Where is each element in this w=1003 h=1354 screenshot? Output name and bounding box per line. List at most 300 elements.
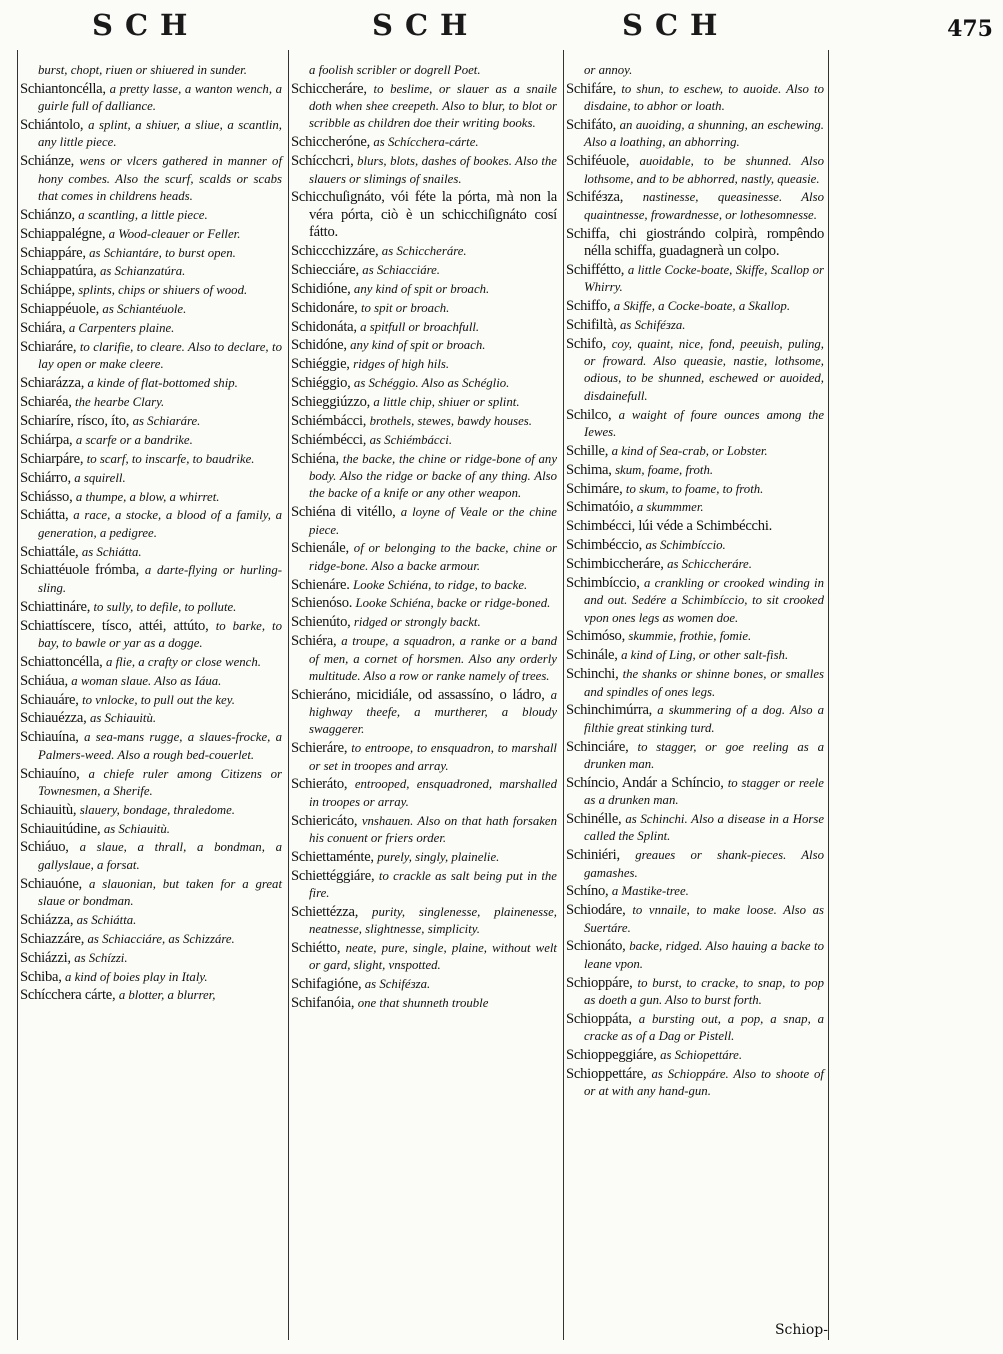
entry-definition: as Schiféзza. [364,977,431,992]
entry-headword: Schinchi, [566,666,623,683]
entry-headword: Schicchuſignáto, vói féte la pórta, mà non la véra pórta, ciò è un schicchiſignáto cosí fátto. [291,189,557,241]
dictionary-entry [291,153,557,188]
entry-definition: purely, singly, plainelie. [377,849,500,864]
entry-headword: Schícchera cárte, [20,987,119,1004]
entry-headword: Schiémbécci, [291,431,370,448]
entry-headword: Schiecciáre, [291,261,363,278]
entry-definition: as Schiauitù. [89,711,157,726]
entry-definition: the shanks or shinne bones, or smalles and spindles of ones legs. [584,667,824,699]
dictionary-entry [291,904,557,939]
entry-headword: Schiéra, [291,633,342,650]
entry-definition: to crackle as salt being put in the fire. [309,868,557,900]
dictionary-entry [20,618,282,653]
entry-definition: a highway theefe, a murtherer, a bloudy swaggerer. [309,687,557,737]
dictionary-entry [566,938,824,973]
dictionary-entry [566,811,824,846]
dictionary-entry [291,687,557,739]
dictionary-entry [566,81,824,116]
entry-headword: Schiántolo, [20,117,89,134]
entry-definition: a darte-flying or hurling-sling. [38,563,282,595]
dictionary-entry [291,356,557,373]
entry-definition: a slaue, a thrall, a bondman, a gallyslaue, a forsat. [38,840,282,872]
dictionary-entry [566,117,824,152]
dictionary-entry [566,499,824,516]
dictionary-entry [566,298,824,315]
entry-definition: a bursting out, a pop, a snap, a cracke as of a Dag or Pistell. [584,1011,824,1044]
dictionary-entry [291,134,557,151]
dictionary-entry [20,117,282,152]
entry-headword: Schiarázza, [20,375,88,392]
dictionary-entry [566,883,824,900]
entry-definition: vnshauen. Also on that hath forsaken his conuent or friers order. [309,813,557,845]
entry-definition: as Schiantéuole. [102,302,187,317]
entry-headword: Schiféзza, [566,189,643,206]
entry-headword: Schille, [566,442,612,459]
dictionary-entry [20,207,282,224]
dictionary-entry [20,470,282,487]
entry-headword: Schiettézza, [291,903,373,920]
entry-headword: Schiattéuole frómba, [20,562,145,579]
dictionary-entry [291,262,557,279]
dictionary-entry [566,537,824,554]
dictionary-entry [566,975,824,1010]
entry-definition: a pretty lasse, a wanton wench, a guirle full of dalliance. [38,81,282,114]
entry-headword: Schiáppe, [20,282,79,299]
dictionary-entry [291,813,557,848]
dictionary-entry [566,847,824,882]
entry-definition: as Schéggio. Also as Schéglio. [353,376,510,391]
entry-headword: Schiéna, [291,450,343,467]
entry-headword: Schiantoncéllа, [20,80,110,97]
dictionary-entry [566,262,824,297]
entry-definition: to sully, to defile, to pollute. [93,599,237,614]
entry-definition: a race, a stocke, a blood of a family, a generation, a pedigree. [38,508,282,540]
dictionary-entry [566,647,824,664]
running-head-middle: SCH [372,8,480,42]
entry-definition: a sea-mans rugge, a slaues-frocke, a Palmers-weed. Also a rough bed-couerlet. [38,730,282,762]
entry-headword: Schiauitù, [20,801,80,818]
entry-definition: a skummering of a dog. Also a filthie great stinking turd. [584,703,824,735]
entry-definition: a Wood-cleauer or Feller. [108,226,241,241]
entry-definition: auoidable, to be shunned. Also lothsome, and to be abhorred, nastly, queasie. [584,154,824,186]
entry-definition: to entroope, to ensquadron, to marshall or set in troopes and array. [309,741,557,773]
dictionary-entry [566,462,824,479]
entry-definition: a skummmer. [636,500,704,515]
dictionary-entry [20,710,282,727]
entry-definition: the hearbe Clary. [75,395,165,410]
entry-headword: Schiátta, [20,507,74,524]
dictionary-entry [20,821,282,838]
entry-definition: a slauonian, but taken for a great slaue or bondman. [38,876,282,908]
dictionary-entry [566,317,824,334]
entry-definition: as Schiccheráre. [381,243,467,258]
entry-definition: as Schiémbácci. [369,432,453,447]
dictionary-entry [20,226,282,243]
dictionary-entry [291,451,557,503]
entry-definition: as Schiacciáre. [362,262,441,277]
entry-headword: Schienále, [291,540,354,557]
dictionary-entry [291,540,557,575]
entry-headword: Schiericáto, [291,812,362,829]
entry-headword: Schiniéri, [566,847,636,864]
dictionary-entry [291,995,557,1012]
entry-headword: Schiccheráre, [291,80,374,97]
entry-definition: or annoy. [584,63,633,77]
entry-headword: Schíno, [566,883,612,900]
entry-headword: Schimbécci, lúi véde a Schimbécchi. [566,518,773,535]
entry-headword: Schima, [566,461,616,478]
entry-headword: Schíncio, Andár a Schíncio, [566,774,728,791]
column-rule [563,50,564,1340]
entry-headword: Schioppáta, [566,1010,639,1027]
entry-headword: Schidonáre, [291,299,361,316]
entry-definition: splints, chips or shiuers of wood. [78,283,248,298]
entry-headword: Schiéna di vitéllo, [291,504,401,521]
dictionary-entry [566,443,824,460]
entry-definition: any kind of spit or broach. [350,338,486,353]
dictionary-entry [566,1047,824,1064]
entry-definition: as Schioppáre. Also to shoote of or at with any hand-gun. [584,1066,824,1099]
dictionary-entry [20,153,282,205]
dictionary-entry [20,394,282,411]
entry-definition: a Skiffe, a Cocke-boate, a Skallop. [613,299,791,314]
dictionary-entry [291,633,557,685]
entry-definition: ridged or strongly backt. [353,615,481,630]
entry-headword: Schiattíscere, tísco, attéi, attúto, [20,617,216,634]
entry-definition: a squirell. [74,470,126,485]
entry-definition: a troupe, a squadron, a ranke or a band of men, a cornet of horsmen. Also any orderly multitude. Also a row or ranke namely of trees. [309,634,557,683]
dictionary-entry [566,153,824,188]
entry-definition: as Schiátta. [76,912,137,927]
dictionary-entry [566,702,824,737]
entry-definition: as Schiopettáre. [660,1048,743,1063]
entry-headword: Schiappalégne, [20,225,109,242]
entry-headword: Schiauína, [20,729,85,746]
entry-definition: purity, singlenesse, plainenesse, neatnesse, slightnesse, simplicity. [309,904,557,937]
entry-headword: Schiattoncélla, [20,653,106,670]
dictionary-entry [566,1011,824,1046]
dictionary-entry [566,189,824,224]
dictionary-entry [566,556,824,573]
entry-definition: Looke Schiéna, to ridge, to backe. [353,577,528,592]
entry-definition: a flie, a crafty or close wench. [105,654,261,669]
entry-definition: as Schiacciáre, as Schizzáre. [87,931,235,946]
dictionary-entry [20,692,282,709]
entry-definition: coy, quaint, nice, fond, peeuish, puling, or froward. Also queasie, nastie, lothsome, odious, to be shunned, eschewed or auoided, disdainefull. [584,336,824,403]
entry-headword: Schiazzáre, [20,930,88,947]
dictionary-entry [291,337,557,354]
entry-definition: to shun, to eschew, to auoide. Also to disdaine, to abhor or loath. [584,81,824,114]
entry-headword: Schiodáre, [566,902,633,919]
entry-definition: a kind of boies play in Italy. [65,969,208,984]
entry-headword: Schienúto, [291,614,354,631]
entry-definition: skummie, frothie, fomie. [628,629,752,644]
entry-definition: a kinde of flat-bottomed ship. [87,376,238,391]
running-head-right: SCH [622,8,730,42]
entry-headword: Schiéggio, [291,375,354,392]
entry-headword: Schiára, [20,320,69,337]
entry-headword: Schiappatúra, [20,263,100,280]
entry-headword: Schinále, [566,647,622,664]
entry-definition: the backe, the chine or ridge-bone of any body. Also the ridge or backe of any thing. Also the backe of a knife or any other weapon. [309,451,557,501]
entry-headword: Schiáuo, [20,839,80,856]
entry-headword: Schiánze, [20,153,80,170]
dictionary-entry [291,976,557,993]
dictionary-entry [291,595,557,612]
entry-definition: a little Cocke-boate, Skiffe, Scallop or Whirry. [584,262,824,295]
entry-headword: Schiaríre, rísco, íto, [20,412,133,429]
entry-headword: Schiffo, [566,298,614,315]
entry-definition: a waight of foure ounces among the Iewes. [584,407,824,439]
entry-definition: burst, chopt, riuen or shiuered in sunder. [38,63,247,77]
dictionary-entry [291,432,557,449]
dictionary-entry [20,451,282,468]
entry-headword: Schidonáta, [291,318,361,335]
dictionary-entry [566,62,824,79]
dictionary-entry [20,245,282,262]
dictionary-entry [291,740,557,775]
entry-definition: as Schiátta. [81,544,142,559]
entry-definition: a splint, a shiuer, a sliue, a scantlin, any little piece. [38,118,282,150]
dictionary-entry [291,868,557,903]
entry-definition: a kind of Sea-crab, or Lobster. [611,443,768,458]
entry-definition: as Schiféзza. [620,317,686,332]
entry-definition: as Schícchera-cárte. [373,135,479,150]
entry-definition: as Schiauitù. [103,821,170,836]
entry-definition: a scantling, a little piece. [78,207,208,222]
page-number: 475 [947,16,993,42]
dictionary-entry [566,739,824,774]
entry-headword: Schiccchizzáre, [291,242,382,259]
dictionary-entry [291,504,557,539]
dictionary-entry [20,81,282,116]
dictionary-entry [20,839,282,874]
entry-headword: Schimbíccio, [566,575,645,591]
dictionary-entry [20,432,282,449]
dictionary-entry [291,189,557,241]
entry-definition: entrooped, ensquadroned, marshalled in troopes or array. [309,777,557,809]
entry-headword: Schioppettáre, [566,1065,652,1082]
entry-headword: Schienáre. [291,576,354,593]
entry-definition: a loyne of Veale or the chine piece. [309,505,557,537]
running-head-left: SCH [92,8,200,42]
entry-definition: to barke, to bay, to bawle or yar as a dogge. [38,618,282,650]
dictionary-entry [20,375,282,392]
dictionary-entry [291,243,557,260]
entry-definition: as Schízzi. [74,950,128,965]
entry-definition: to vnnaile, to make loose. Also as Suertáre. [584,903,825,935]
entry-definition: greaues or shank-pieces. Also gamashes. [584,848,824,880]
dictionary-entry [566,226,824,261]
entry-headword: Schilco, [566,406,619,423]
entry-definition: Looke Schiéna, backe or ridge-boned. [355,596,551,611]
dictionary-entry [291,577,557,594]
entry-headword: Schiauitúdine, [20,820,104,837]
entry-headword: Schiaráre, [20,338,80,355]
entry-headword: Schimbéccio, [566,537,646,554]
entry-definition: a woman slaue. Also as Iáua. [71,673,222,688]
column-rule [288,50,289,1340]
entry-column-1 [20,62,282,1006]
entry-headword: Schiffa, chi giostrándo colpirà, rompêndo nélla schiffa, guadagnerà un colpo. [566,225,824,259]
dictionary-entry [20,673,282,690]
entry-definition: backe, ridged. Also hauing a backe to leane vpon. [584,939,824,971]
dictionary-entry [20,969,282,986]
entry-definition: nastinesse, queasinesse. Also quaintnesse, frowardnesse, or lothesomnesse. [584,190,824,222]
entry-headword: Schifáto, [566,117,620,134]
entry-headword: Schieggiúzzo, [291,394,374,411]
entry-headword: Schiárpa, [20,431,76,448]
entry-column-2 [291,62,557,1014]
entry-headword: Schifáre, [566,80,622,97]
dictionary-entry [20,599,282,616]
entry-definition: to spit or broach. [360,300,450,315]
entry-headword: Schiáua, [20,672,72,689]
entry-headword: Schiázza, [20,911,77,928]
dictionary-entry [20,931,282,948]
entry-headword: Schiattále, [20,543,82,560]
entry-headword: Schioppeggiáre, [566,1047,661,1064]
entry-headword: Schieráto, [291,776,355,793]
dictionary-entry [291,62,557,79]
column-rule [828,50,829,1340]
entry-definition: as Schianzatúra. [99,264,186,279]
entry-headword: Schiettéggiáre, [291,867,379,884]
dictionary-entry [291,319,557,336]
dictionary-entry [20,729,282,764]
entry-definition: as Schiaráre. [132,413,201,428]
entry-definition: a blotter, a blurrer, [118,988,216,1003]
entry-headword: Schionáto, [566,938,630,955]
entry-headword: Schiárro, [20,469,75,486]
entry-headword: Schiféuole, [566,153,640,170]
entry-definition: to scarf, to inscarfe, to baudrike. [86,451,255,466]
entry-definition: skum, foame, froth. [615,462,714,477]
entry-headword: Schícchcri, [291,153,358,170]
entry-headword: Schiappéuole, [20,301,103,318]
dictionary-entry [20,339,282,374]
entry-headword: Schiattináre, [20,598,94,615]
dictionary-entry [566,575,824,627]
dictionary-entry [566,666,824,701]
dictionary-entry [20,320,282,337]
entry-headword: Schiauézza, [20,710,90,727]
entry-definition: to skum, to foame, to froth. [625,481,764,496]
entry-definition: a little chip, shiuer or splint. [373,395,520,410]
entry-headword: Schinchimúrra, [566,702,658,719]
dictionary-entry [566,481,824,498]
entry-headword: Schioppáre, [566,974,638,991]
dictionary-entry [20,654,282,671]
dictionary-entry [20,282,282,299]
entry-definition: a foolish scribler or dogrell Poet. [309,63,481,77]
entry-definition: as Schiccheráre. [667,557,752,572]
entry-headword: Schimatóio, [566,499,637,516]
entry-definition: to vnlocke, to pull out the key. [82,692,235,707]
entry-headword: Schiauáre, [20,691,83,708]
entry-definition: of or belonging to the backe, chine or ridge-bone. Also a backe armour. [309,541,558,573]
dictionary-entry [20,876,282,911]
entry-headword: Schiettaménte, [291,848,378,865]
dictionary-entry [20,562,282,597]
dictionary-entry [566,775,824,810]
dictionary-entry [291,776,557,811]
dictionary-entry [566,407,824,442]
entry-definition: slauery, bondage, thraledome. [79,802,236,817]
dictionary-entry [291,81,557,133]
entry-headword: Schinélle, [566,811,626,828]
dictionary-entry [20,544,282,561]
dictionary-entry [291,394,557,411]
entry-definition: to burst, to cracke, to snap, to pop as doeth a gun. Also to burst forth. [584,975,825,1007]
entry-definition: as Schinchi. Also a disease in a Horse called the Splint. [584,812,824,844]
entry-headword: Schiásso, [20,488,76,505]
entry-definition: wens or vlcers gathered in manner of hony combes. Also the scurf, scalds or scabs that comes in childrens heads. [38,154,282,203]
entry-definition: a Carpenters plaine. [68,321,175,336]
entry-definition: a Mastike-tree. [611,884,689,899]
entry-definition: a crankling or crooked winding in and out. Sedére a Schimbíccio, to sit crooked vpon ones legs as women doe. [584,576,824,625]
entry-definition: an auoiding, a shunning, an eschewing. Also a loathing, an abhorring. [584,118,824,150]
entry-headword: Schiauíno, [20,765,89,782]
dictionary-entry [291,849,557,866]
dictionary-entry [20,987,282,1004]
entry-definition: ridges of high hils. [353,357,450,372]
dictionary-entry [291,614,557,631]
entry-headword: Schiánzo, [20,206,79,223]
entry-definition: a kind of Ling, or other salt-fish. [621,648,789,663]
entry-headword: Schienóso. [291,595,356,612]
dictionary-entry [20,950,282,967]
dictionary-entry [20,489,282,506]
entry-definition: one that shunneth trouble [357,996,489,1011]
entry-headword: Schimóso, [566,628,629,645]
entry-headword: Schifanóia, [291,995,358,1012]
dictionary-entry [20,766,282,801]
entry-definition: as Schimbíccio. [645,538,726,553]
dictionary-entry [291,300,557,317]
dictionary-entry [291,281,557,298]
dictionary-entry [566,902,824,937]
column-rule [17,50,18,1340]
entry-definition: brothels, stewes, bawdy houses. [369,413,532,428]
entry-definition: to stagger or reele as a drunken man. [584,775,824,808]
catchword: Schiop- [774,1322,828,1338]
entry-headword: Schimbiccheráre, [566,556,668,573]
dictionary-entry [20,263,282,280]
entry-headword: Schiéggie, [291,356,354,373]
entry-definition: a thumpe, a blow, a whirret. [75,489,220,504]
entry-headword: Schifiltà, [566,316,620,333]
entry-headword: Schiccheróne, [291,134,374,151]
entry-definition: a scarfe or a bandrike. [75,432,193,447]
entry-headword: Schiba, [20,968,66,985]
dictionary-entry [566,336,824,405]
entry-definition: blurs, blots, dashes of bookes. Also the slauers or slimings of snailes. [309,154,557,186]
entry-column-3 [566,62,824,1102]
dictionary-entry [291,940,557,975]
entry-headword: Schidióne, [291,280,354,297]
dictionary-entry [20,413,282,430]
dictionary-entry [20,507,282,542]
dictionary-entry [20,802,282,819]
dictionary-entry [20,912,282,929]
entry-definition: to clarifie, to cleare. Also to declare, to lay open or make cleere. [38,339,282,372]
dictionary-entry [566,518,824,535]
entry-headword: Schiémbácci, [291,412,370,429]
entry-headword: Schifo, [566,335,612,352]
entry-headword: Schiarpáre, [20,450,87,467]
entry-headword: Schieráre, [291,740,352,757]
